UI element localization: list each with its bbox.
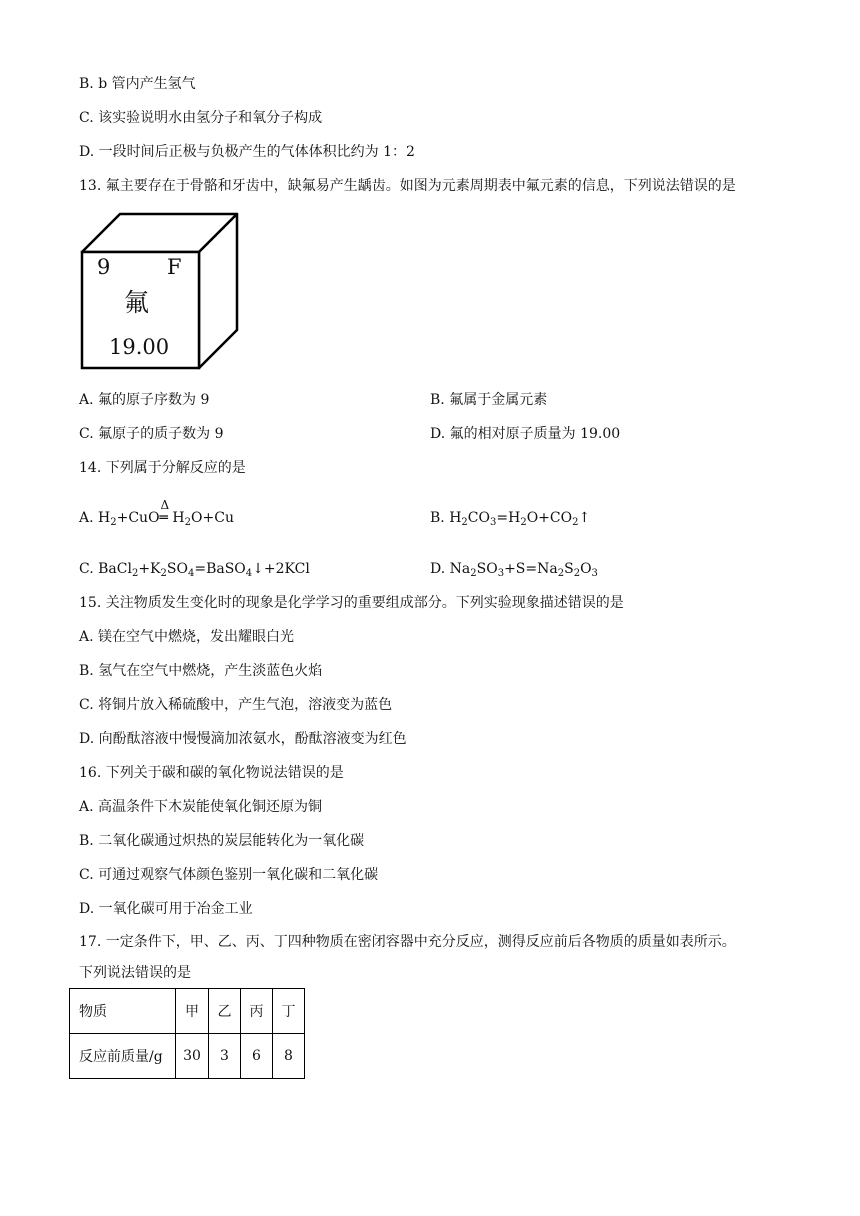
heat-symbol: Δ: [160, 498, 170, 512]
reaction-condition: ═ Δ: [160, 508, 168, 528]
mass-table: [69, 988, 305, 1079]
q14-option-c: C. $BaCl_2+K_2SO_4=BaSO_4↓+2KCl$: [79, 561, 310, 579]
element-tile-figure: [80, 212, 240, 370]
q17-stem-line1: 17. 一定条件下，甲、乙、丙、丁四种物质在密闭容器中充分反应，测得反应前后各物质的质量如表所示。: [79, 934, 736, 950]
q16-option-d: D. 一氧化碳可用于冶金工业: [79, 901, 253, 917]
table-header-row: [70, 989, 305, 1034]
q12-option-b: B. b 管内产生氢气: [79, 76, 196, 92]
q15-option-d: D. 向酚酞溶液中慢慢滴加浓氨水，酚酞溶液变为红色: [79, 731, 407, 747]
q17-stem-line2: 下列说法错误的是: [79, 965, 191, 981]
table-cell: 反应前质量/g: [70, 1034, 176, 1079]
q14-option-d: D. $Na_2SO_3+S=Na_2S_2O_3$: [430, 561, 598, 579]
q16-option-a: A. 高温条件下木炭能使氧化铜还原为铜: [79, 799, 323, 815]
table-cell: 6: [241, 1034, 273, 1079]
table-cell: 30: [176, 1034, 209, 1079]
q16-stem: 16. 下列关于碳和碳的氧化物说法错误的是: [79, 765, 344, 781]
q14-stem: 14. 下列属于分解反应的是: [79, 460, 246, 476]
element-atomic-number: 9: [97, 255, 111, 279]
table-header-cell: 丙: [241, 989, 273, 1034]
q12-option-c: C. 该实验说明水由氢分子和氧分子构成: [79, 110, 323, 126]
q13-option-a: A. 氟的原子序数为 9: [79, 392, 210, 408]
element-name: 氟: [124, 288, 150, 317]
table-header-cell: 丁: [273, 989, 305, 1034]
q13-option-b: B. 氟属于金属元素: [430, 392, 548, 408]
q16-option-b: B. 二氧化碳通过炽热的炭层能转化为一氧化碳: [79, 833, 365, 849]
table-cell: 8: [273, 1034, 305, 1079]
table-row: [70, 1034, 305, 1079]
q13-option-d: D. 氟的相对原子质量为 19.00: [430, 426, 621, 442]
q15-stem: 15. 关注物质发生变化时的现象是化学学习的重要组成部分。下列实验现象描述错误的是: [79, 595, 624, 611]
q13-option-c: C. 氟原子的质子数为 9: [79, 426, 224, 442]
q15-option-a: A. 镁在空气中燃烧，发出耀眼白光: [79, 629, 295, 645]
q15-option-c: C. 将铜片放入稀硫酸中，产生气泡，溶液变为蓝色: [79, 697, 393, 713]
table-cell: 3: [209, 1034, 241, 1079]
q15-option-b: B. 氢气在空气中燃烧，产生淡蓝色火焰: [79, 663, 323, 679]
table-header-cell: 物质: [70, 989, 176, 1034]
table-header-cell: 乙: [209, 989, 241, 1034]
q16-option-c: C. 可通过观察气体颜色鉴别一氧化碳和二氧化碳: [79, 867, 379, 883]
q14-option-a: A. $H_2+CuO═$ Δ $H_2O+Cu$: [79, 508, 234, 528]
element-symbol: F: [167, 255, 182, 279]
q13-stem: 13. 氟主要存在于骨骼和牙齿中，缺氟易产生龋齿。如图为元素周期表中氟元素的信息，下列说法错误的是: [79, 178, 736, 194]
element-atomic-mass: 19.00: [109, 335, 170, 359]
q14-option-b: B. $H_2CO_3=H_2O+CO_2↑$: [430, 510, 591, 528]
q12-option-d: D. 一段时间后正极与负极产生的气体体积比约为 1：2: [79, 144, 415, 160]
table-header-cell: 甲: [176, 989, 209, 1034]
